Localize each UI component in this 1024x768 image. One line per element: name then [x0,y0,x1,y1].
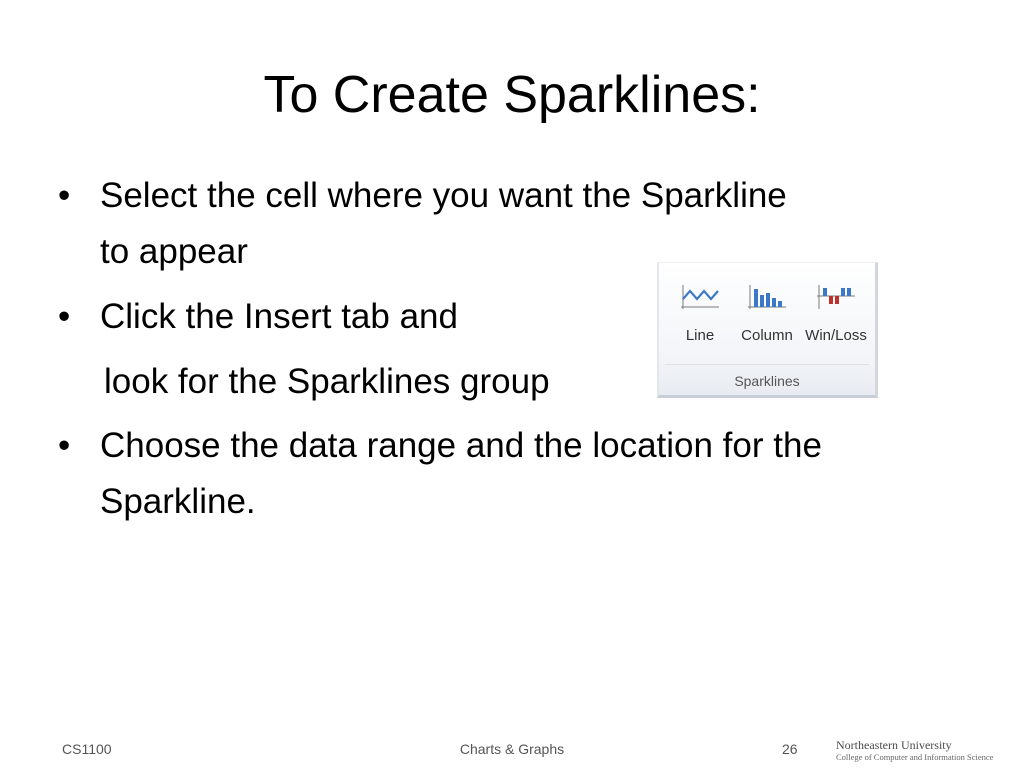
logo-university-name: Northeastern University [836,738,952,752]
winloss-sparkline-button[interactable] [801,263,871,357]
northeastern-logo [836,739,993,762]
column-label: Column [741,327,793,344]
bullet-2-continuation: look for the Sparklines group [104,362,550,401]
footer-course: CS1100 [62,741,112,757]
bullet-2-text: Click the Insert tab and [100,297,458,336]
line-label: Line [685,327,715,344]
sparkline-line-icon [679,281,721,316]
bullet-3-text: Choose the data range and the location for the [100,426,822,465]
winloss-label: Win/Loss [805,327,867,344]
logo-college-name: College of Computer and Information Science [836,752,994,762]
sparkline-winloss-icon [815,281,857,316]
bullet-2 [58,289,458,345]
group-divider [665,364,869,365]
bullet-3 [58,418,822,474]
slide-title: To Create Sparklines: [263,66,761,124]
slide-number: 26 [782,741,798,757]
footer-topic: Charts & Graphs [459,741,565,757]
sparklines-ribbon-group [657,262,878,398]
bullet-marker: • [58,297,71,336]
bullet-1 [58,168,787,224]
bullet-1-text: Select the cell where you want the Sparkline [100,176,787,215]
ribbon-group-label: Sparklines [734,373,800,389]
bullet-3-continuation: Sparkline. [100,482,256,521]
bullet-1-continuation: to appear [100,232,248,271]
column-sparkline-button[interactable] [732,263,802,357]
bullet-marker: • [58,176,71,215]
bullet-marker: • [58,426,71,465]
line-sparkline-button[interactable] [665,263,735,357]
sparkline-column-icon [746,281,788,316]
